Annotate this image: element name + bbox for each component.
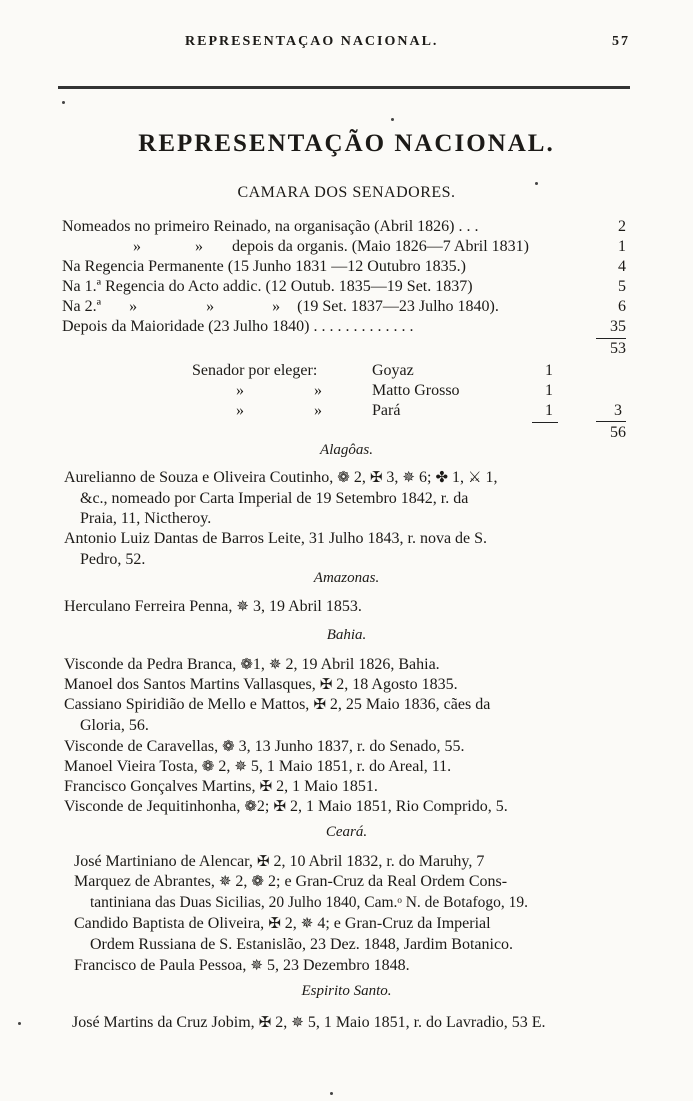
senator-name: José Martins da Cruz Jobim, [72,1014,255,1031]
nomination-row [62,318,630,338]
rose-order-icon: ❁ [222,737,235,755]
entry-text: tantiniana das Duas Sicilias, 20 Julho 1840, Cam.ᵒ N. de Botafogo, 19. [90,893,528,911]
cross-order-icon: ✠ [313,695,326,713]
province-count: 1 [545,402,553,419]
entry-text: 5, 1 Maio 1851, r. do Areal, 11. [250,758,452,775]
star-order-icon: ✵ [268,655,282,673]
senator-name: Francisco Gonçalves Martins, [64,778,256,795]
running-head-title: REPRESENTAÇAO NACIONAL. [185,34,439,49]
star-order-icon: ✵ [236,597,249,615]
ditto-mark: » [129,298,138,315]
ink-speck [18,1022,21,1025]
nomination-label: Depois da Maioridade (23 Julho 1840) . . . . . . . . . . . . . [62,318,414,335]
elect-sum: 3 [614,402,622,419]
section-bahia: Bahia. [326,627,367,643]
senator-name: Visconde de Caravellas, [64,738,219,755]
order-icon: ✤ [435,468,449,486]
cross-order-icon: ✠ [369,468,383,486]
entry-text: 5, 1 Maio 1851, r. do Lavradio, 53 E. [307,1014,546,1031]
star-order-icon: ✵ [234,757,247,775]
cross-order-icon: ✠ [256,852,270,870]
entry-text: 1, [452,469,465,486]
entry-text: 6; [419,469,432,486]
section-ceara: Ceará. [325,824,368,840]
senator-entry [74,913,634,955]
senator-name: Marquez de Abrantes, [74,873,215,890]
star-order-icon: ✵ [250,956,263,974]
ditto-mark: » [272,298,281,315]
nomination-label: Na Regencia Permanente (15 Junho 1831 —12 Outubro 1835.) [62,258,466,275]
entry-text: 3, 19 Abril 1853. [252,598,362,615]
ink-speck [330,1092,333,1095]
nomination-count: 2 [618,218,626,235]
senator-name: José Martiniano de Alencar, [74,853,253,870]
entry-text: Antonio Luiz Dantas de Barros Leite, 31 Julho 1843, r. nova de S. [64,530,488,547]
nomination-row [62,218,630,238]
ink-speck [535,182,538,185]
nomination-label [108,238,529,256]
senator-entry [74,871,634,913]
senator-entry [64,736,630,758]
ditto-mark: » [195,238,203,255]
cross-order-icon: ✠ [258,1013,272,1031]
entry-text: 1, [485,469,498,486]
senator-entry [72,1012,638,1034]
senator-entry [74,851,634,873]
nomination-count: 35 [610,318,626,335]
section-espirito-santo: Espirito Santo. [301,983,392,999]
senator-entry [64,654,630,676]
senator-name: Herculano Ferreira Penna, [64,598,233,615]
nomination-label-text: (19 Set. 1837—23 Julho 1840). [297,298,499,315]
header-rule [58,86,630,89]
entry-text: 2, [353,469,366,486]
province-name: Goyaz [372,362,414,379]
entry-text: 2, [275,1014,288,1031]
nomination-label-text: Na 2.ª [62,298,102,315]
grand-total: 56 [610,424,626,441]
subtotal: 53 [610,340,626,357]
cross-order-icon: ✠ [268,914,281,932]
entry-text: 2, 1 Maio 1851. [276,778,378,795]
nomination-label-text: depois da organis. (Maio 1826—7 Abril 1831) [232,238,530,255]
entry-text: 2, 25 Maio 1836, cães da [329,696,491,713]
cross-order-icon: ✠ [319,675,333,693]
nomination-count: 4 [618,258,626,275]
senator-entry [64,467,630,530]
to-elect-label: Senador por eleger: [192,362,318,379]
chamber-subtitle: CAMARA DOS SENADORES. [237,184,456,201]
ditto-mark: » [314,382,322,399]
senator-name: Visconde de Jequitinhonha, [64,798,241,815]
senator-name: Candido Baptista de Oliveira, [74,915,265,932]
senator-name: Cassiano Spiridião de Mello e Mattos, [64,696,310,713]
senator-name: Francisco de Paula Pessoa, [74,957,247,974]
star-order-icon: ✵ [291,1013,304,1031]
entry-text: 2, 19 Abril 1826, Bahia. [285,656,440,673]
entry-text: 2, 1 Maio 1851, Rio Comprido, 5. [289,798,508,815]
senator-entry [64,694,630,736]
entry-text: Praia, 11, Nictheroy. [80,510,212,527]
rose-order-icon: ❁ [201,757,215,775]
entry-text: 3, 13 Junho 1837, r. do Senado, 55. [238,738,465,755]
cross-order-icon: ✠ [259,777,273,795]
star-order-icon: ✵ [218,872,232,890]
entry-text: 4; e Gran-Cruz da Imperial [317,915,491,932]
senator-entry [64,596,630,618]
ditto-mark: » [206,298,215,315]
ditto-mark: » [314,402,322,419]
senator-entry [74,955,634,977]
province-name: Pará [372,402,401,419]
star-order-icon: ✵ [402,468,415,486]
main-title: REPRESENTAÇÃO NACIONAL. [138,130,555,157]
nomination-label: Nomeados no primeiro Reinado, na organisação (Abril 1826) . . . [62,218,479,235]
senator-entry [64,796,630,818]
senator-name: Manoel Vieira Tosta, [64,758,198,775]
ink-speck [62,101,65,104]
nomination-count: 6 [618,298,626,315]
entry-text: 1, [252,656,265,673]
senator-entry [64,756,630,778]
entry-text: 2, 10 Abril 1832, r. do Maruhy, 7 [273,853,485,870]
entry-text: 2, 18 Agosto 1835. [336,676,458,693]
senator-name: Aurelianno de Souza e Oliveira Coutinho, [64,469,334,486]
rose-order-icon: ❁ [337,468,350,486]
senator-entry [64,674,630,696]
nomination-row [62,258,630,278]
ditto-mark: » [133,238,141,255]
senator-entry [64,776,630,798]
nomination-count: 5 [618,278,626,295]
entry-text: Pedro, 52. [80,550,146,568]
sum-rule [596,421,626,422]
nomination-label [62,298,499,316]
province-count: 1 [545,362,553,379]
entry-text: 2, [218,758,231,775]
section-alagoas: Alagôas. [320,442,373,458]
province-name: Matto Grosso [372,382,460,399]
entry-text: Ordem Russiana de S. Estanislão, 23 Dez. 1848, Jardim Botanico. [90,935,514,953]
cross-order-icon: ✠ [273,797,286,815]
sum-rule [532,422,558,423]
entry-text: 2, [235,873,248,890]
ditto-mark: » [236,382,244,399]
nomination-label: Na 1.ª Regencia do Acto addic. (12 Outub. 1835—19 Set. 1837) [62,278,473,295]
entry-text: 3, [386,469,399,486]
ditto-mark: » [236,402,244,419]
page-number: 57 [612,34,630,49]
entry-text: Gloria, 56. [80,716,149,734]
province-count: 1 [545,382,553,399]
senator-name: Manoel dos Santos Martins Vallasques, [64,676,316,693]
entry-text: 2; e Gran-Cruz da Real Ordem Cons- [268,873,508,890]
ink-speck [391,118,394,121]
nomination-row [62,278,630,298]
sum-rule [596,338,626,339]
nomination-row [62,298,630,318]
entry-text: &c., nomeado por Carta Imperial de 19 Setembro 1842, r. da [80,489,469,507]
rose-order-icon: ❁ [251,872,264,890]
section-amazonas: Amazonas. [313,570,380,586]
star-order-icon: ✵ [300,914,314,932]
entry-text: 5, 23 Dezembro 1848. [266,957,410,974]
rose-order-icon: ❁ [244,797,257,815]
senator-entry [64,529,630,570]
entry-text: 2; [256,798,270,815]
rose-order-icon: ❁ [240,655,253,673]
senator-name: Visconde da Pedra Branca, [64,656,237,673]
nomination-row [62,238,630,258]
entry-text: 2, [284,915,297,932]
sword-order-icon: ⚔ [468,468,482,486]
nomination-count: 1 [618,238,626,255]
